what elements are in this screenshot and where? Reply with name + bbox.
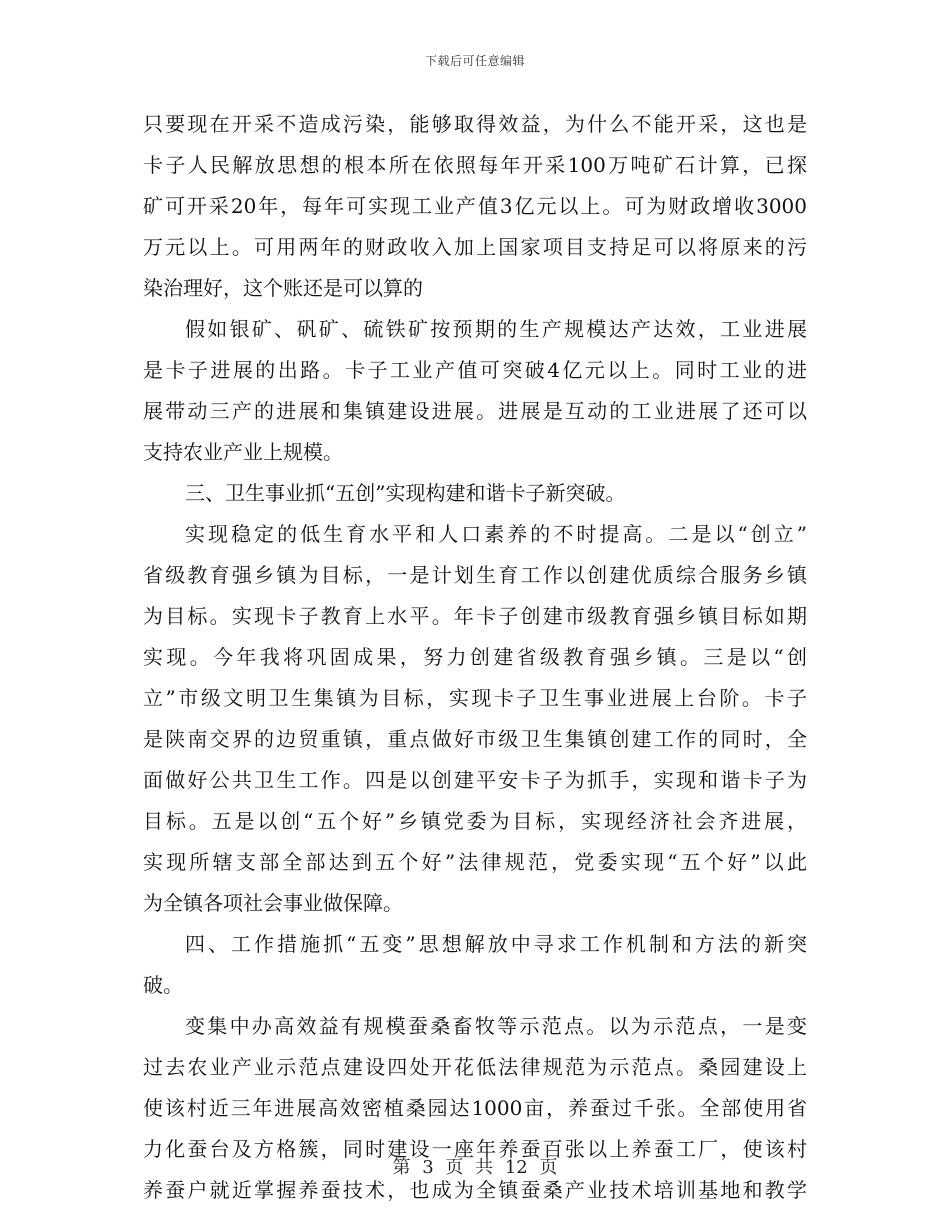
document-body: [143, 104, 807, 1211]
section-heading: 四、工作措施抓“五变”思想解放中寻求工作机制和方法的新突: [185, 932, 807, 956]
text-line: 为目标。实现卡子教育上水平。年卡子创建市级教育强乡镇目标如期: [143, 604, 807, 628]
text-line: 过去农业产业示范点建设四处开花低法律规范为示范点。桑园建设上: [143, 1055, 807, 1079]
page-header: 下载后可任意编辑: [424, 54, 525, 68]
text-line: 支持农业产业上规模。: [143, 440, 343, 464]
section-heading: 破。: [143, 973, 183, 997]
text-line: 立”市级文明卫生集镇为目标，实现卡子卫生事业进展上台阶。卡子: [143, 686, 807, 710]
text-line: 万元以上。可用两年的财政收入加上国家项目支持足可以将原来的污: [143, 235, 807, 259]
text-line: 面做好公共卫生工作。四是以创建平安卡子为抓手，实现和谐卡子为: [143, 768, 807, 792]
text-line: 目标。五是以创“五个好”乡镇党委为目标，实现经济社会齐进展，: [143, 809, 807, 833]
page-number: 第 3 页 共 12 页: [392, 1157, 558, 1178]
text-line: 染治理好，这个账还是可以算的: [143, 276, 423, 300]
text-line: 假如银矿、矾矿、硫铁矿按预期的生产规模达产达效，工业进展: [185, 317, 807, 341]
text-line: 实现。今年我将巩固成果，努力创建省级教育强乡镇。三是以“创: [143, 645, 807, 669]
text-line: 是陕南交界的边贸重镇，重点做好市级卫生集镇创建工作的同时，全: [143, 727, 807, 751]
text-line: 展带动三产的进展和集镇建设进展。进展是互动的工业进展了还可以: [143, 399, 807, 423]
text-line: 实现所辖支部全部达到五个好”法律规范，党委实现“五个好”以此: [143, 850, 807, 874]
text-line: 为全镇各项社会事业做保障。: [143, 891, 403, 915]
text-line: 使该村近三年进展高效密植桑园达1000亩，养蚕过千张。全部使用省: [143, 1096, 807, 1120]
text-line: 养蚕户就近掌握养蚕技术，也成为全镇蚕桑产业技术培训基地和教学: [143, 1178, 807, 1202]
text-line: 是卡子进展的出路。卡子工业产值可突破4亿元以上。同时工业的进: [143, 358, 807, 382]
text-line: 矿可开采20年，每年可实现工业产值3亿元以上。可为财政增收3000: [143, 194, 807, 218]
text-line: 只要现在开采不造成污染，能够取得效益，为什么不能开采，这也是: [143, 112, 807, 136]
text-line: 实现稳定的低生育水平和人口素养的不时提高。二是以“创立”: [185, 522, 807, 546]
text-line: 卡子人民解放思想的根本所在依照每年开采100万吨矿石计算，已探: [143, 153, 807, 177]
text-line: 省级教育强乡镇为目标，一是计划生育工作以创建优质综合服务乡镇: [143, 563, 807, 587]
text-line: 力化蚕台及方格簇，同时建设一座年养蚕百张以上养蚕工厂，使该村: [143, 1137, 807, 1161]
text-line: 变集中办高效益有规模蚕桑畜牧等示范点。以为示范点，一是变: [185, 1014, 807, 1038]
section-heading: 三、卫生事业抓“五创”实现构建和谐卡子新突破。: [185, 481, 626, 505]
